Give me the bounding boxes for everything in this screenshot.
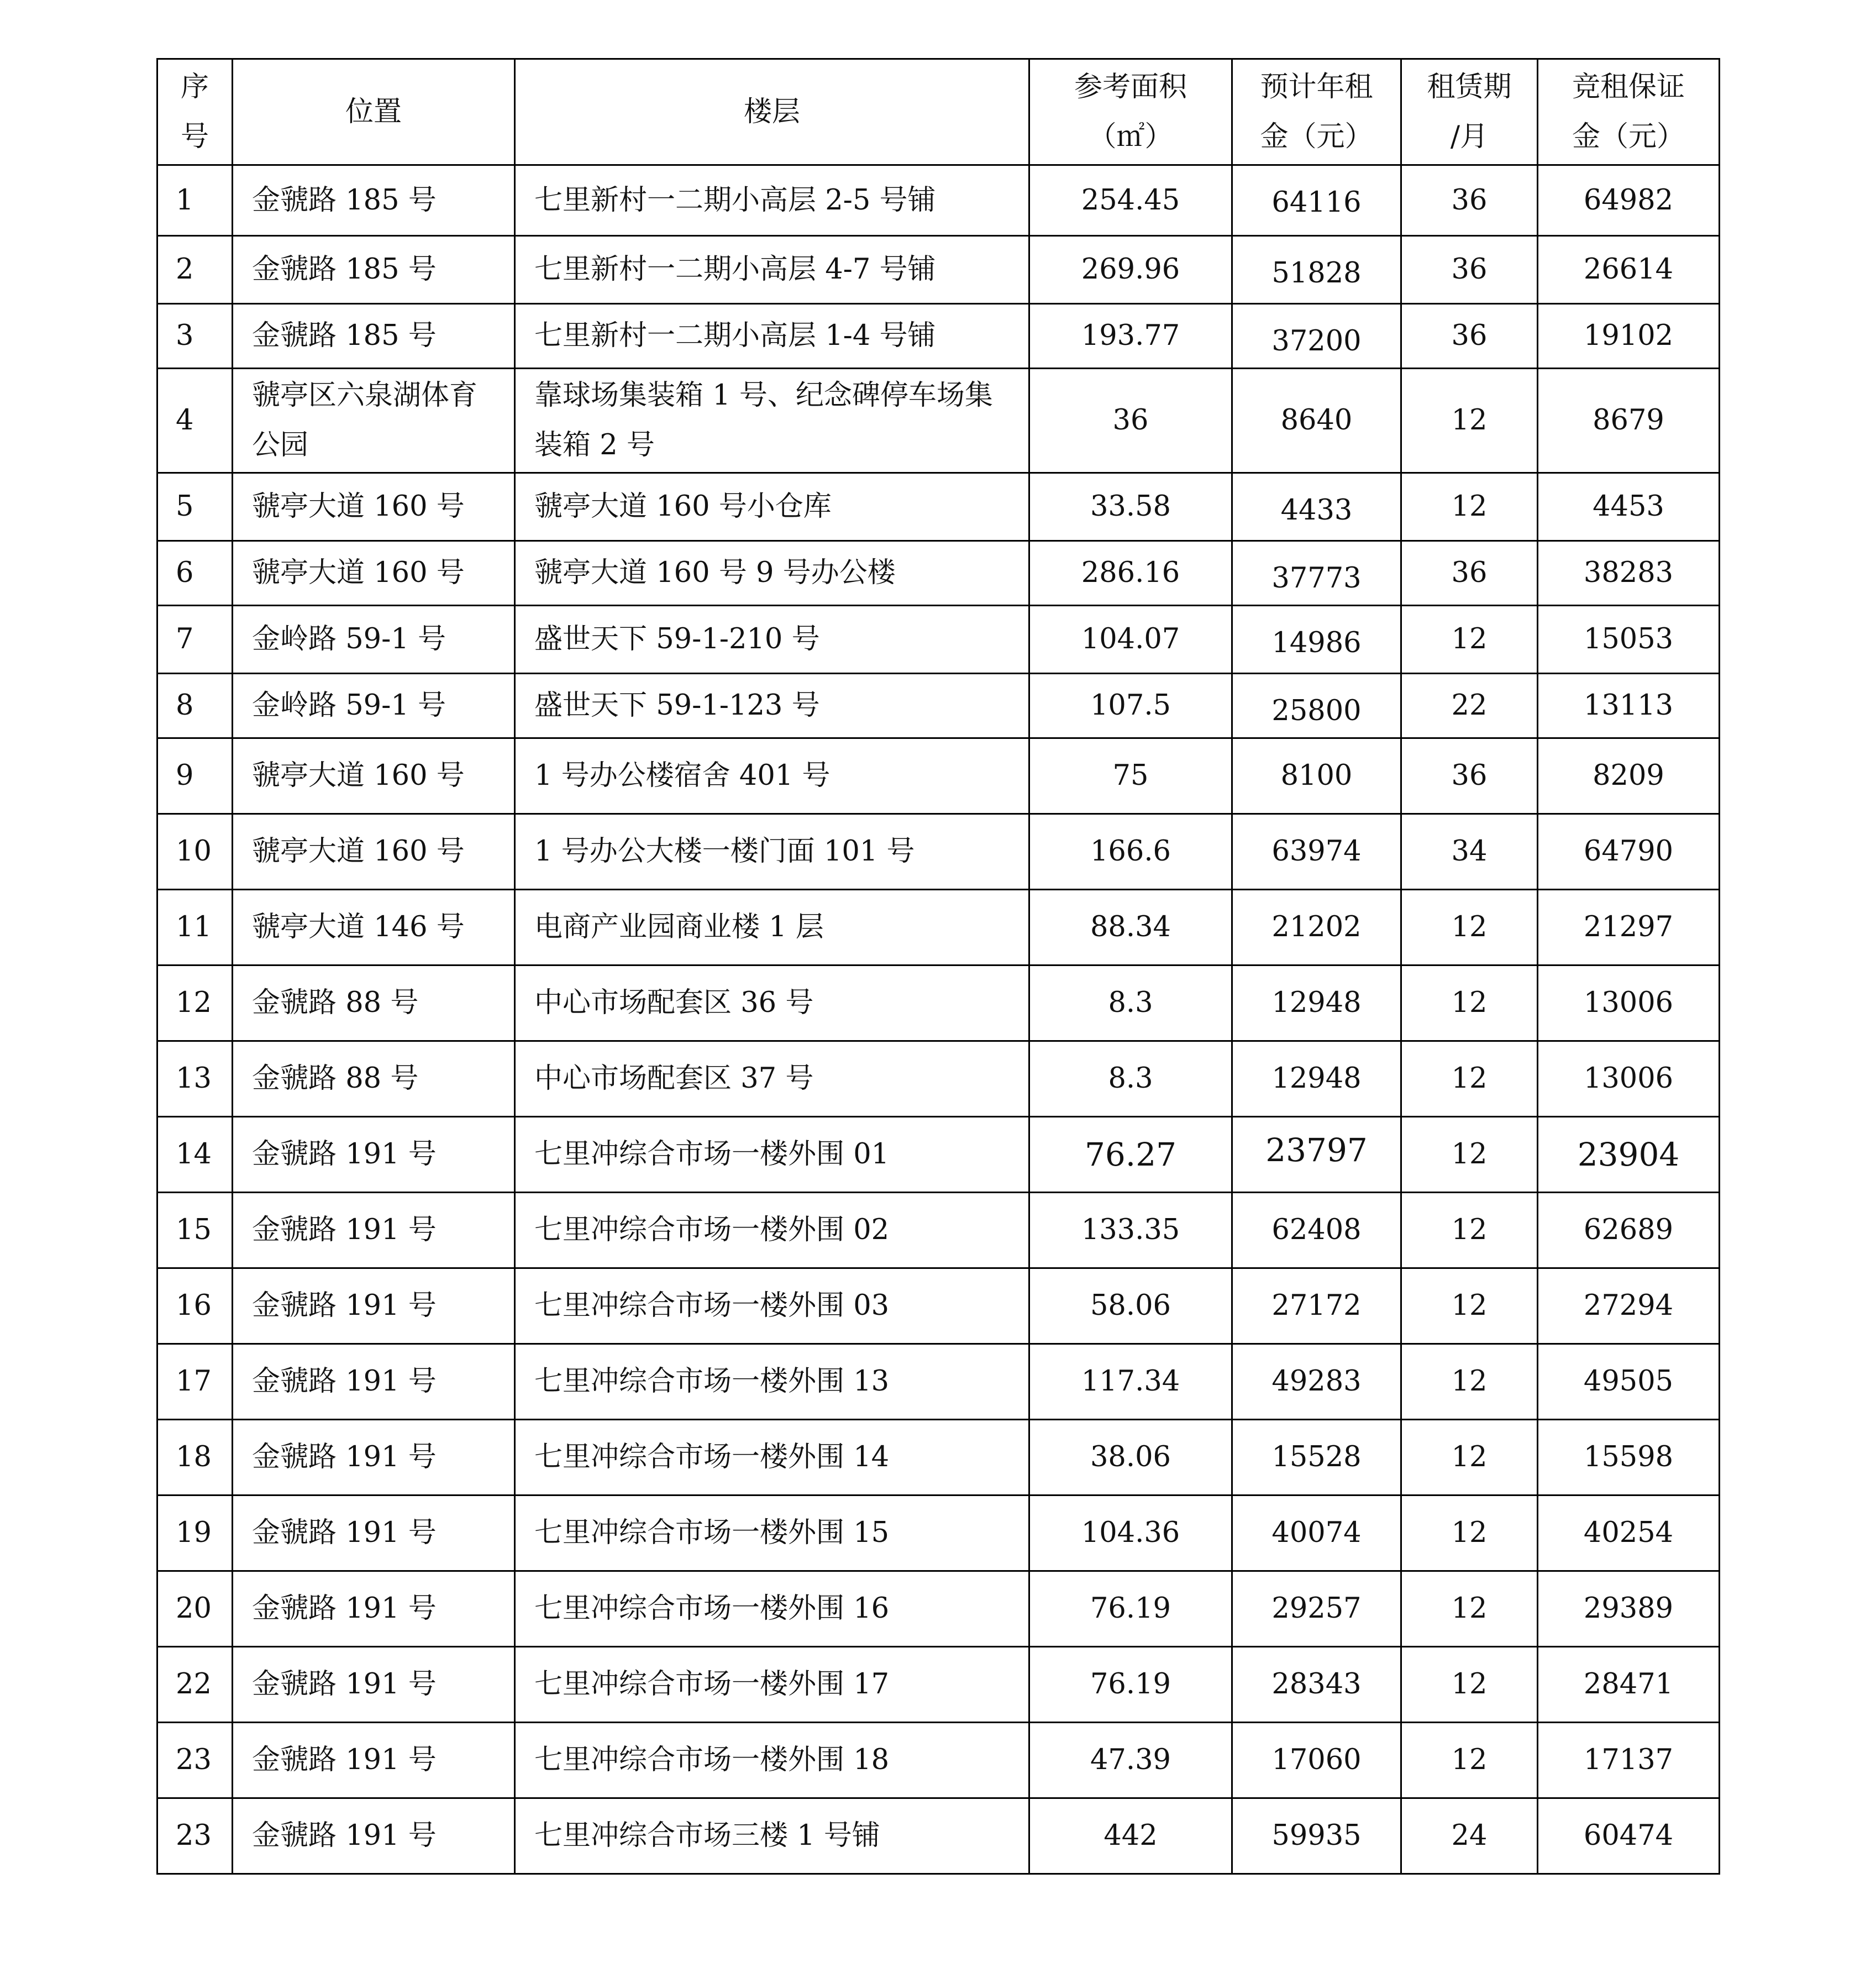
cell-term: 12	[1401, 1193, 1538, 1268]
cell-location: 金虢路 191 号	[233, 1193, 515, 1268]
cell-term: 24	[1401, 1798, 1538, 1874]
cell-floor: 七里冲综合市场一楼外围 03	[515, 1268, 1029, 1344]
cell-no: 16	[157, 1268, 233, 1344]
cell-area: 75	[1029, 738, 1232, 814]
table-header-row	[157, 59, 1720, 165]
table-row	[157, 890, 1720, 965]
cell-rent: 15528	[1232, 1420, 1401, 1496]
cell-location: 金虢路 191 号	[233, 1723, 515, 1798]
cell-floor: 七里冲综合市场一楼外围 15	[515, 1496, 1029, 1571]
cell-location: 金虢路 191 号	[233, 1344, 515, 1420]
cell-deposit: 62689	[1538, 1193, 1720, 1268]
cell-deposit: 19102	[1538, 304, 1720, 369]
table-row	[157, 606, 1720, 674]
cell-location: 金虢路 185 号	[233, 304, 515, 369]
cell-area: 76.27	[1029, 1117, 1232, 1193]
cell-rent: 17060	[1232, 1723, 1401, 1798]
cell-term: 12	[1401, 1344, 1538, 1420]
cell-rent: 4433	[1232, 473, 1401, 541]
cell-deposit: 23904	[1538, 1117, 1720, 1193]
cell-rent: 37773	[1232, 541, 1401, 606]
cell-floor: 虢亭大道 160 号 9 号办公楼	[515, 541, 1029, 606]
cell-deposit: 13006	[1538, 965, 1720, 1041]
cell-term: 12	[1401, 890, 1538, 965]
cell-floor: 盛世天下 59-1-123 号	[515, 674, 1029, 738]
cell-no: 7	[157, 606, 233, 674]
cell-floor: 七里冲综合市场一楼外围 17	[515, 1647, 1029, 1723]
cell-rent: 59935	[1232, 1798, 1401, 1874]
cell-term: 36	[1401, 165, 1538, 236]
table-row	[157, 1571, 1720, 1647]
cell-floor: 七里冲综合市场一楼外围 18	[515, 1723, 1029, 1798]
cell-location: 金虢路 191 号	[233, 1496, 515, 1571]
cell-location: 金虢路 191 号	[233, 1268, 515, 1344]
cell-area: 442	[1029, 1798, 1232, 1874]
table-row	[157, 1268, 1720, 1344]
cell-term: 12	[1401, 473, 1538, 541]
cell-deposit: 40254	[1538, 1496, 1720, 1571]
cell-term: 22	[1401, 674, 1538, 738]
cell-no: 22	[157, 1647, 233, 1723]
table-row	[157, 1420, 1720, 1496]
cell-rent: 25800	[1232, 674, 1401, 738]
cell-term: 12	[1401, 1041, 1538, 1117]
cell-term: 36	[1401, 304, 1538, 369]
cell-rent: 12948	[1232, 1041, 1401, 1117]
cell-location: 金虢路 185 号	[233, 165, 515, 236]
cell-no: 5	[157, 473, 233, 541]
cell-no: 11	[157, 890, 233, 965]
cell-deposit: 4453	[1538, 473, 1720, 541]
table-row	[157, 473, 1720, 541]
cell-deposit: 49505	[1538, 1344, 1720, 1420]
table-row	[157, 1496, 1720, 1571]
cell-location: 金虢路 191 号	[233, 1420, 515, 1496]
header-rent: 预计年租 金（元）	[1232, 59, 1401, 165]
cell-area: 58.06	[1029, 1268, 1232, 1344]
cell-rent: 28343	[1232, 1647, 1401, 1723]
cell-rent: 21202	[1232, 890, 1401, 965]
cell-no: 23	[157, 1798, 233, 1874]
table-row	[157, 1723, 1720, 1798]
cell-floor: 七里新村一二期小高层 2-5 号铺	[515, 165, 1029, 236]
cell-no: 6	[157, 541, 233, 606]
cell-area: 8.3	[1029, 1041, 1232, 1117]
cell-rent: 14986	[1232, 606, 1401, 674]
cell-location-line: 虢亭区六泉湖体育	[252, 379, 478, 412]
cell-location: 虢亭大道 146 号	[233, 890, 515, 965]
cell-term: 36	[1401, 541, 1538, 606]
cell-floor-line: 装箱 2 号	[534, 429, 655, 461]
cell-location: 金虢路 191 号	[233, 1571, 515, 1647]
cell-deposit: 13006	[1538, 1041, 1720, 1117]
cell-floor: 七里新村一二期小高层 1-4 号铺	[515, 304, 1029, 369]
cell-area: 8.3	[1029, 965, 1232, 1041]
cell-rent: 49283	[1232, 1344, 1401, 1420]
cell-floor: 七里冲综合市场一楼外围 14	[515, 1420, 1029, 1496]
cell-location: 金岭路 59-1 号	[233, 606, 515, 674]
table-row	[157, 369, 1720, 473]
cell-area: 107.5	[1029, 674, 1232, 738]
table-row	[157, 1344, 1720, 1420]
cell-no: 1	[157, 165, 233, 236]
cell-no: 18	[157, 1420, 233, 1496]
cell-no: 4	[157, 369, 233, 473]
table-row	[157, 1041, 1720, 1117]
cell-term: 12	[1401, 1571, 1538, 1647]
cell-deposit: 29389	[1538, 1571, 1720, 1647]
cell-no: 19	[157, 1496, 233, 1571]
cell-no: 10	[157, 814, 233, 890]
cell-deposit: 38283	[1538, 541, 1720, 606]
cell-area: 47.39	[1029, 1723, 1232, 1798]
cell-rent: 64116	[1232, 165, 1401, 236]
cell-no: 14	[157, 1117, 233, 1193]
cell-term: 36	[1401, 236, 1538, 304]
table-row	[157, 965, 1720, 1041]
cell-area: 88.34	[1029, 890, 1232, 965]
cell-deposit: 28471	[1538, 1647, 1720, 1723]
cell-no: 8	[157, 674, 233, 738]
cell-floor: 1 号办公楼宿舍 401 号	[515, 738, 1029, 814]
cell-term: 12	[1401, 1647, 1538, 1723]
cell-floor: 1 号办公大楼一楼门面 101 号	[515, 814, 1029, 890]
cell-deposit: 27294	[1538, 1268, 1720, 1344]
cell-no: 23	[157, 1723, 233, 1798]
cell-area: 286.16	[1029, 541, 1232, 606]
cell-area: 166.6	[1029, 814, 1232, 890]
cell-term: 12	[1401, 965, 1538, 1041]
table-row	[157, 1193, 1720, 1268]
cell-deposit: 64790	[1538, 814, 1720, 890]
cell-deposit: 21297	[1538, 890, 1720, 965]
cell-rent: 40074	[1232, 1496, 1401, 1571]
header-area: 参考面积 （㎡）	[1029, 59, 1232, 165]
cell-term: 12	[1401, 1268, 1538, 1344]
cell-floor	[515, 369, 1029, 473]
cell-term: 12	[1401, 369, 1538, 473]
cell-area: 269.96	[1029, 236, 1232, 304]
cell-deposit: 15598	[1538, 1420, 1720, 1496]
cell-floor: 七里冲综合市场三楼 1 号铺	[515, 1798, 1029, 1874]
cell-no: 2	[157, 236, 233, 304]
cell-rent: 8640	[1232, 369, 1401, 473]
cell-rent: 27172	[1232, 1268, 1401, 1344]
cell-rent: 62408	[1232, 1193, 1401, 1268]
table-row	[157, 165, 1720, 236]
cell-location: 金虢路 191 号	[233, 1647, 515, 1723]
table-row	[157, 814, 1720, 890]
header-floor: 楼层	[515, 59, 1029, 165]
cell-floor: 七里冲综合市场一楼外围 02	[515, 1193, 1029, 1268]
cell-deposit: 8209	[1538, 738, 1720, 814]
cell-location: 金虢路 88 号	[233, 1041, 515, 1117]
cell-floor-line: 靠球场集装箱 1 号、纪念碑停车场集	[534, 379, 993, 412]
cell-area: 33.58	[1029, 473, 1232, 541]
cell-deposit: 13113	[1538, 674, 1720, 738]
table-row	[157, 674, 1720, 738]
cell-location: 虢亭大道 160 号	[233, 473, 515, 541]
cell-rent: 29257	[1232, 1571, 1401, 1647]
cell-location: 虢亭大道 160 号	[233, 541, 515, 606]
cell-no: 9	[157, 738, 233, 814]
cell-floor: 中心市场配套区 37 号	[515, 1041, 1029, 1117]
cell-no: 13	[157, 1041, 233, 1117]
header-no: 序 号	[157, 59, 233, 165]
table-body	[157, 165, 1720, 1874]
cell-location: 虢亭大道 160 号	[233, 814, 515, 890]
table-row	[157, 1647, 1720, 1723]
cell-location: 金虢路 185 号	[233, 236, 515, 304]
cell-no: 12	[157, 965, 233, 1041]
table-row	[157, 541, 1720, 606]
cell-floor: 七里新村一二期小高层 4-7 号铺	[515, 236, 1029, 304]
cell-floor: 七里冲综合市场一楼外围 01	[515, 1117, 1029, 1193]
header-term: 租赁期 /月	[1401, 59, 1538, 165]
cell-rent: 12948	[1232, 965, 1401, 1041]
cell-term: 34	[1401, 814, 1538, 890]
cell-deposit: 64982	[1538, 165, 1720, 236]
cell-deposit: 15053	[1538, 606, 1720, 674]
cell-area: 104.07	[1029, 606, 1232, 674]
cell-area: 36	[1029, 369, 1232, 473]
cell-rent: 37200	[1232, 304, 1401, 369]
cell-term: 12	[1401, 606, 1538, 674]
header-location: 位置	[233, 59, 515, 165]
cell-deposit: 26614	[1538, 236, 1720, 304]
cell-area: 193.77	[1029, 304, 1232, 369]
cell-area: 254.45	[1029, 165, 1232, 236]
cell-rent: 63974	[1232, 814, 1401, 890]
cell-deposit: 8679	[1538, 369, 1720, 473]
cell-no: 20	[157, 1571, 233, 1647]
cell-no: 17	[157, 1344, 233, 1420]
cell-area: 76.19	[1029, 1647, 1232, 1723]
cell-term: 36	[1401, 738, 1538, 814]
cell-floor: 七里冲综合市场一楼外围 13	[515, 1344, 1029, 1420]
table-row	[157, 304, 1720, 369]
cell-area: 76.19	[1029, 1571, 1232, 1647]
table-row	[157, 1117, 1720, 1193]
cell-term: 12	[1401, 1723, 1538, 1798]
cell-rent: 23797	[1232, 1117, 1401, 1193]
cell-area: 38.06	[1029, 1420, 1232, 1496]
cell-area: 117.34	[1029, 1344, 1232, 1420]
cell-floor: 虢亭大道 160 号小仓库	[515, 473, 1029, 541]
cell-area: 133.35	[1029, 1193, 1232, 1268]
cell-rent: 51828	[1232, 236, 1401, 304]
cell-area: 104.36	[1029, 1496, 1232, 1571]
cell-floor: 中心市场配套区 36 号	[515, 965, 1029, 1041]
cell-location: 金虢路 191 号	[233, 1117, 515, 1193]
cell-floor: 七里冲综合市场一楼外围 16	[515, 1571, 1029, 1647]
table-row	[157, 236, 1720, 304]
table-row	[157, 1798, 1720, 1874]
cell-deposit: 60474	[1538, 1798, 1720, 1874]
cell-location-line: 公园	[252, 429, 309, 461]
cell-term: 12	[1401, 1496, 1538, 1571]
cell-term: 12	[1401, 1420, 1538, 1496]
cell-location: 金虢路 88 号	[233, 965, 515, 1041]
cell-floor: 电商产业园商业楼 1 层	[515, 890, 1029, 965]
cell-no: 15	[157, 1193, 233, 1268]
header-deposit: 竞租保证 金（元）	[1538, 59, 1720, 165]
cell-no: 3	[157, 304, 233, 369]
cell-location	[233, 369, 515, 473]
cell-floor: 盛世天下 59-1-210 号	[515, 606, 1029, 674]
cell-location: 金岭路 59-1 号	[233, 674, 515, 738]
cell-location: 金虢路 191 号	[233, 1798, 515, 1874]
cell-rent: 8100	[1232, 738, 1401, 814]
table-row	[157, 738, 1720, 814]
cell-location: 虢亭大道 160 号	[233, 738, 515, 814]
cell-deposit: 17137	[1538, 1723, 1720, 1798]
cell-term: 12	[1401, 1117, 1538, 1193]
lease-table	[156, 58, 1720, 1875]
